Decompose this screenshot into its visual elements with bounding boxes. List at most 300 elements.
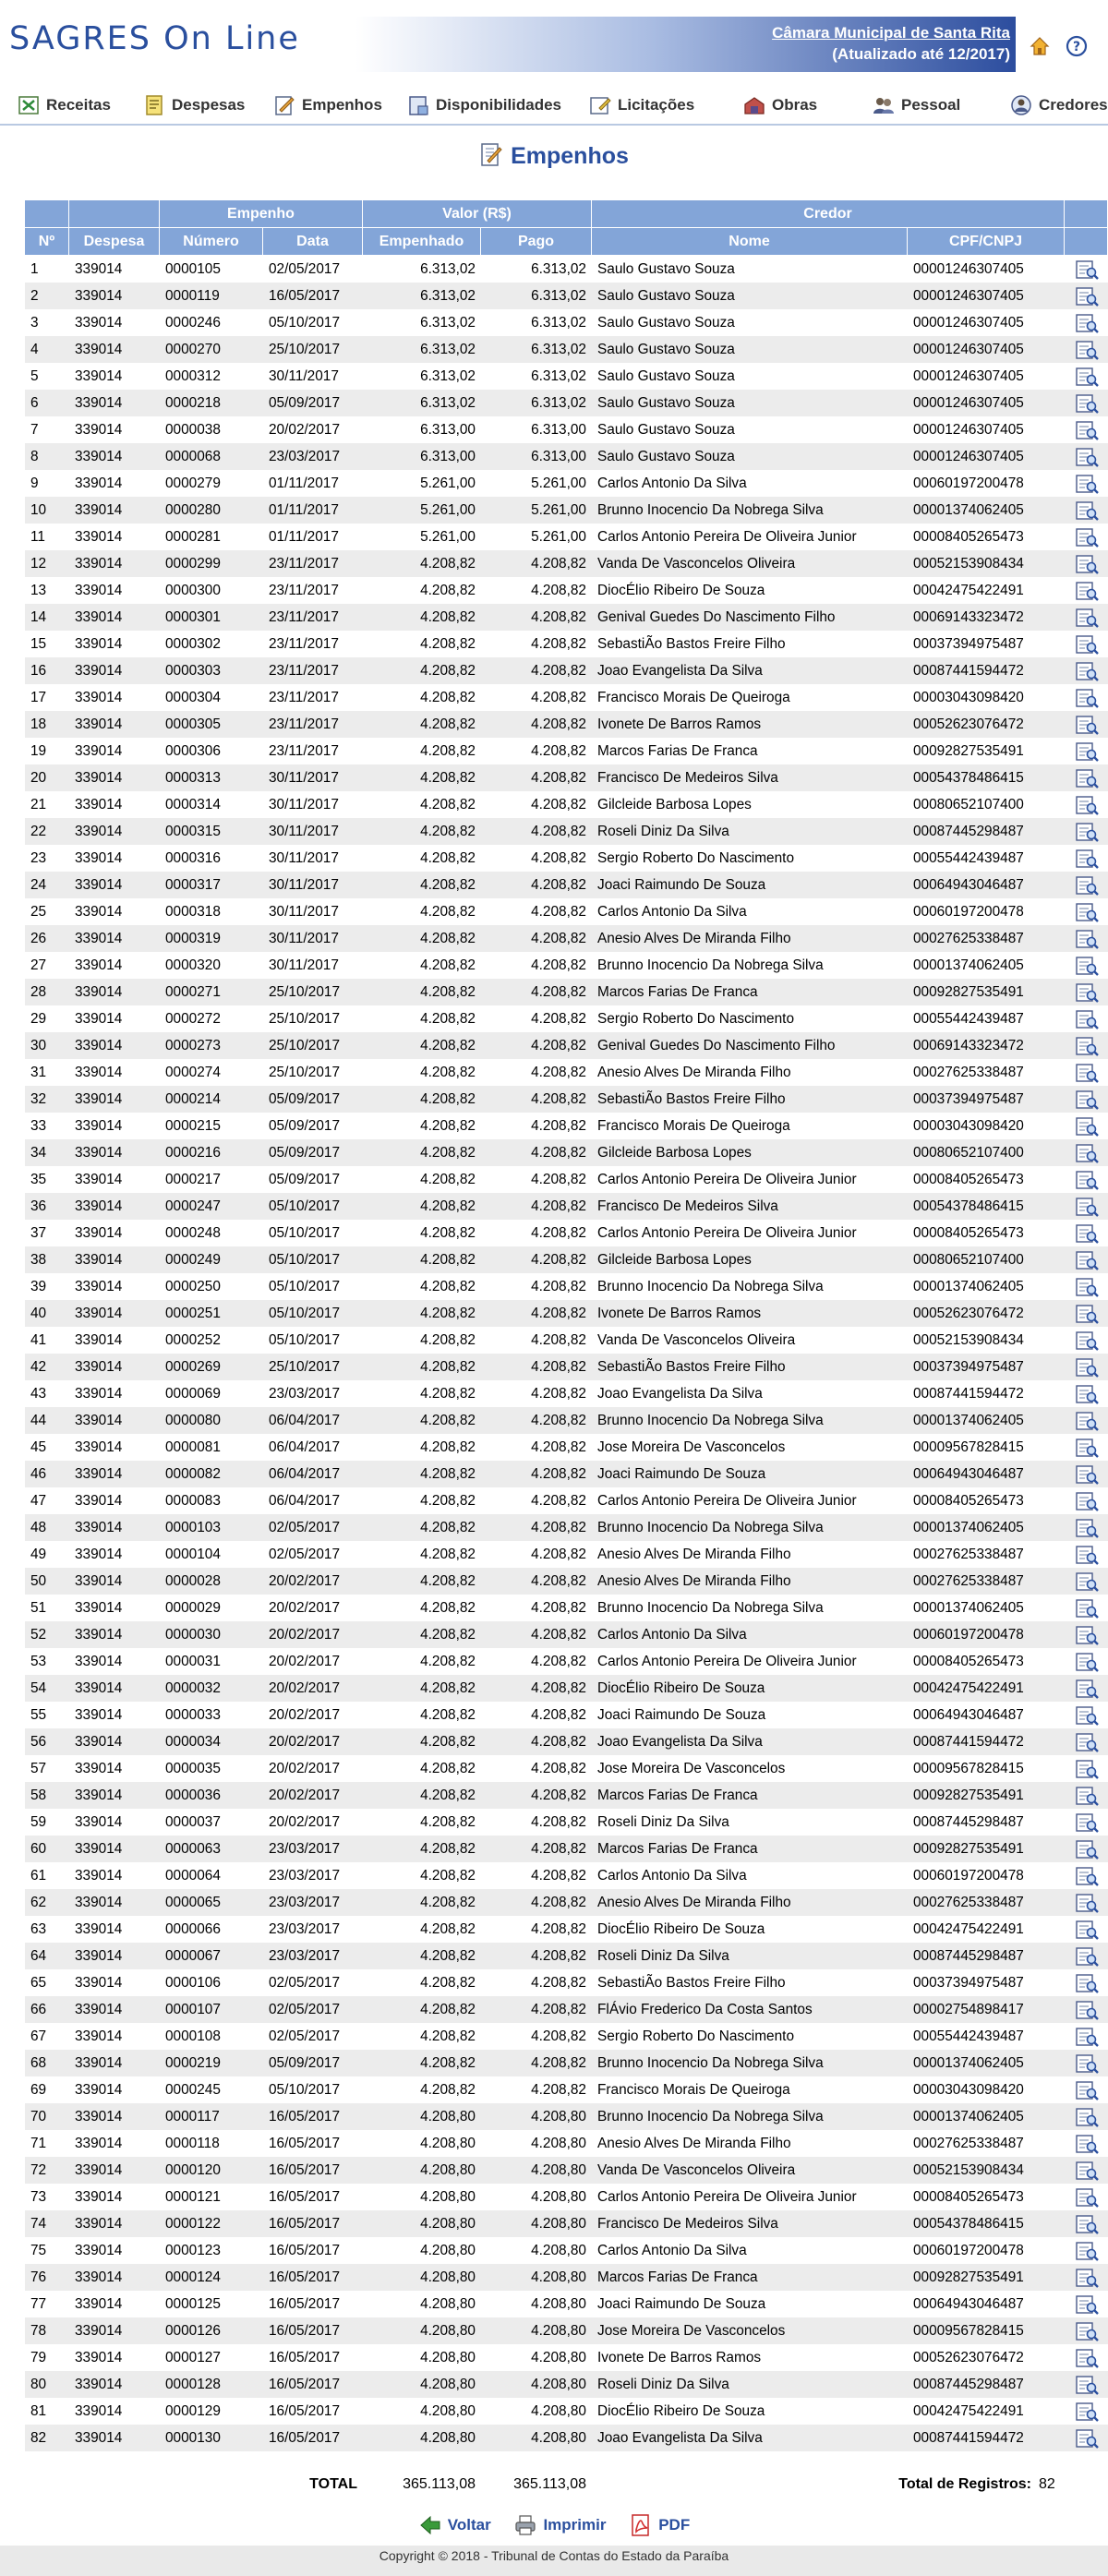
detail-view-icon[interactable] <box>1065 872 1108 898</box>
cell-credor-cpf: 00092827535491 <box>913 1840 1024 1857</box>
detail-view-icon[interactable] <box>1065 1862 1108 1889</box>
column-header-data[interactable]: Data <box>263 228 363 256</box>
menu-receitas[interactable] <box>17 92 111 118</box>
cell-numero: 0000082 <box>165 1465 221 1482</box>
cell-numero: 0000029 <box>165 1599 221 1616</box>
detail-view-icon[interactable] <box>1065 818 1108 845</box>
detail-view-icon[interactable] <box>1065 1595 1108 1621</box>
cell-credor-nome: SebastiÃo Bastos Freire Filho <box>597 635 786 652</box>
detail-view-icon[interactable] <box>1065 1514 1108 1541</box>
cell-credor-cpf: 00003043098420 <box>913 1117 1024 1134</box>
detail-view-icon[interactable] <box>1065 550 1108 577</box>
cell-despesa: 339014 <box>75 608 123 625</box>
cell-valor-empenhado: 4.208,82 <box>420 1867 476 1884</box>
cell-valor-pago: 4.208,82 <box>531 957 586 973</box>
cell-data: 16/05/2017 <box>269 2242 341 2258</box>
cell-data: 02/05/2017 <box>269 2001 341 2017</box>
cell-data: 30/11/2017 <box>269 957 339 973</box>
detail-view-icon[interactable] <box>1065 1782 1108 1809</box>
cell-credor-cpf: 00008405265473 <box>913 1653 1024 1669</box>
menu-credores[interactable] <box>1009 92 1108 118</box>
cell-credor-cpf: 00064943046487 <box>913 1706 1024 1723</box>
table-row <box>25 283 1108 309</box>
detail-view-icon[interactable] <box>1065 631 1108 657</box>
cell-valor-pago: 5.261,00 <box>531 501 586 518</box>
detail-view-icon[interactable] <box>1065 1380 1108 1407</box>
detail-view-icon[interactable] <box>1065 1836 1108 1862</box>
table-row <box>25 2237 1108 2264</box>
total-pago: 365.113,08 <box>513 2476 586 2492</box>
cell-credor-nome: Genival Guedes Do Nascimento Filho <box>597 1037 836 1053</box>
group-header-blank <box>1065 200 1108 228</box>
table-row <box>25 2023 1108 2050</box>
cell-data: 01/11/2017 <box>269 501 339 518</box>
cell-numero: 0000217 <box>165 1171 221 1187</box>
cell-credor-cpf: 00052153908434 <box>913 1331 1024 1348</box>
cell-valor-pago: 4.208,82 <box>531 1626 586 1643</box>
table-row <box>25 524 1108 550</box>
menu-licitacoes[interactable] <box>588 92 694 118</box>
cell-credor-nome: Saulo Gustavo Souza <box>597 394 735 411</box>
cell-row-num: 50 <box>30 1572 47 1589</box>
cell-credor-cpf: 00054378486415 <box>913 1198 1024 1214</box>
cell-numero: 0000031 <box>165 1653 221 1669</box>
cell-data: 30/11/2017 <box>269 876 339 893</box>
cell-valor-pago: 4.208,82 <box>531 1572 586 1589</box>
menu-licitacoes-label: Licitações <box>618 96 695 114</box>
detail-view-icon[interactable] <box>1065 1032 1108 1059</box>
cell-data: 05/10/2017 <box>269 2081 341 2098</box>
column-header-cpf[interactable]: CPF/CNPJ <box>908 228 1065 256</box>
cell-credor-nome: SebastiÃo Bastos Freire Filho <box>597 1974 786 1991</box>
cell-credor-nome: Brunno Inocencio Da Nobrega Silva <box>597 501 824 518</box>
cell-valor-pago: 4.208,80 <box>531 2215 586 2232</box>
cell-despesa: 339014 <box>75 1787 123 1803</box>
detail-view-icon[interactable] <box>1065 443 1108 470</box>
detail-view-icon[interactable] <box>1065 1113 1108 1139</box>
menu-pessoal[interactable] <box>872 92 960 118</box>
detail-view-icon[interactable] <box>1065 1086 1108 1113</box>
table-body <box>25 256 1108 2451</box>
detail-view-icon[interactable] <box>1065 2050 1108 2076</box>
cell-despesa: 339014 <box>75 930 123 946</box>
detail-view-icon[interactable] <box>1065 2317 1108 2344</box>
entity-title[interactable]: Câmara Municipal de Santa Rita <box>772 24 1010 42</box>
cell-data: 20/02/2017 <box>269 1626 341 1643</box>
cell-despesa: 339014 <box>75 2081 123 2098</box>
cell-data: 30/11/2017 <box>269 367 339 384</box>
cell-credor-cpf: 00087445298487 <box>913 823 1024 839</box>
column-header-empenhado[interactable]: Empenhado <box>363 228 481 256</box>
cell-credor-cpf: 00092827535491 <box>913 2269 1024 2285</box>
cell-credor-cpf: 00087445298487 <box>913 1947 1024 1964</box>
cell-data: 23/11/2017 <box>269 635 339 652</box>
cell-credor-cpf: 00009567828415 <box>913 1438 1024 1455</box>
cell-valor-empenhado: 6.313,00 <box>420 448 476 464</box>
cell-despesa: 339014 <box>75 341 123 357</box>
cell-credor-nome: Brunno Inocencio Da Nobrega Silva <box>597 1278 824 1294</box>
detail-view-icon[interactable] <box>1065 1434 1108 1461</box>
cell-valor-pago: 4.208,82 <box>531 2028 586 2044</box>
sagres-logo[interactable]: SAGRES On Line <box>9 20 300 57</box>
cell-valor-pago: 4.208,82 <box>531 1305 586 1321</box>
table-row <box>25 336 1108 363</box>
table-row <box>25 1487 1108 1514</box>
table-row <box>25 2184 1108 2210</box>
cell-credor-nome: Roseli Diniz Da Silva <box>597 2376 729 2392</box>
cell-credor-nome: Vanda De Vasconcelos Oliveira <box>597 2161 796 2178</box>
cell-data: 16/05/2017 <box>269 2349 341 2365</box>
cell-data: 05/10/2017 <box>269 1305 341 1321</box>
svg-text:?: ? <box>1072 40 1081 54</box>
cell-credor-cpf: 00001374062405 <box>913 2054 1024 2071</box>
detail-view-icon[interactable] <box>1065 1354 1108 1380</box>
detail-view-icon[interactable] <box>1065 845 1108 872</box>
detail-view-icon[interactable] <box>1065 1220 1108 1246</box>
cell-row-num: 26 <box>30 930 47 946</box>
cell-row-num: 75 <box>30 2242 47 2258</box>
cell-valor-pago: 4.208,80 <box>531 2429 586 2446</box>
cell-data: 06/04/2017 <box>269 1438 341 1455</box>
table-row <box>25 1889 1108 1916</box>
cell-despesa: 339014 <box>75 2215 123 2232</box>
cell-valor-empenhado: 4.208,80 <box>420 2242 476 2258</box>
help-icon[interactable] <box>1066 35 1088 57</box>
cell-row-num: 79 <box>30 2349 47 2365</box>
cell-credor-cpf: 00008405265473 <box>913 1171 1024 1187</box>
detail-view-icon[interactable] <box>1065 390 1108 416</box>
cell-valor-empenhado: 4.208,82 <box>420 983 476 1000</box>
cell-despesa: 339014 <box>75 1492 123 1509</box>
cell-valor-empenhado: 4.208,82 <box>420 849 476 866</box>
cell-numero: 0000121 <box>165 2188 221 2205</box>
cell-credor-nome: DiocÉlio Ribeiro De Souza <box>597 1920 765 1937</box>
cell-credor-nome: Sergio Roberto Do Nascimento <box>597 849 795 866</box>
detail-view-icon[interactable] <box>1065 470 1108 497</box>
cell-valor-pago: 4.208,82 <box>531 1599 586 1616</box>
detail-view-icon[interactable] <box>1065 1541 1108 1568</box>
detail-view-icon[interactable] <box>1065 2157 1108 2184</box>
cell-row-num: 8 <box>30 448 39 464</box>
detail-view-icon[interactable] <box>1065 898 1108 925</box>
cell-row-num: 42 <box>30 1358 47 1375</box>
detail-view-icon[interactable] <box>1065 1139 1108 1166</box>
detail-view-icon[interactable] <box>1065 2398 1108 2425</box>
detail-view-icon[interactable] <box>1065 1755 1108 1782</box>
cell-despesa: 339014 <box>75 501 123 518</box>
detail-view-icon[interactable] <box>1065 2023 1108 2050</box>
cell-data: 30/11/2017 <box>269 769 339 786</box>
cell-data: 25/10/2017 <box>269 1358 341 1375</box>
header <box>0 0 1108 83</box>
detail-view-icon[interactable] <box>1065 1327 1108 1354</box>
cell-credor-nome: Anesio Alves De Miranda Filho <box>597 1546 791 1562</box>
voltar-button[interactable] <box>418 2513 491 2537</box>
cell-valor-pago: 4.208,82 <box>531 716 586 732</box>
detail-view-icon[interactable] <box>1065 1461 1108 1487</box>
detail-view-icon[interactable] <box>1065 952 1108 979</box>
detail-view-icon[interactable] <box>1065 256 1108 283</box>
detail-view-icon[interactable] <box>1065 309 1108 336</box>
cell-data: 20/02/2017 <box>269 1599 341 1616</box>
cell-data: 05/09/2017 <box>269 1090 341 1107</box>
cell-credor-cpf: 00069143323472 <box>913 608 1024 625</box>
table-row <box>25 1139 1108 1166</box>
cell-despesa: 339014 <box>75 314 123 331</box>
cell-valor-pago: 4.208,82 <box>531 796 586 813</box>
detail-view-icon[interactable] <box>1065 1059 1108 1086</box>
cell-valor-empenhado: 4.208,82 <box>420 1358 476 1375</box>
detail-view-icon[interactable] <box>1065 524 1108 550</box>
cell-valor-empenhado: 4.208,82 <box>420 689 476 705</box>
table-row <box>25 925 1108 952</box>
detail-view-icon[interactable] <box>1065 791 1108 818</box>
group-header-credor: Credor <box>592 200 1065 228</box>
menu-disponibilidades[interactable] <box>406 92 561 118</box>
cell-data: 16/05/2017 <box>269 2402 341 2419</box>
table-row <box>25 684 1108 711</box>
cell-valor-empenhado: 6.313,02 <box>420 394 476 411</box>
cell-despesa: 339014 <box>75 2028 123 2044</box>
detail-view-icon[interactable] <box>1065 1193 1108 1220</box>
column-header-num[interactable]: Nº <box>25 228 69 256</box>
cell-credor-cpf: 00052153908434 <box>913 2161 1024 2178</box>
cell-data: 20/02/2017 <box>269 1760 341 1776</box>
cell-credor-cpf: 00027625338487 <box>913 1894 1024 1910</box>
cell-row-num: 9 <box>30 475 39 491</box>
cell-valor-pago: 4.208,82 <box>531 1653 586 1669</box>
cell-valor-empenhado: 4.208,82 <box>420 1546 476 1562</box>
home-icon[interactable] <box>1029 35 1051 57</box>
cell-valor-pago: 4.208,82 <box>531 903 586 920</box>
detail-view-icon[interactable] <box>1065 1675 1108 1702</box>
cell-data: 06/04/2017 <box>269 1465 341 1482</box>
table-row <box>25 1246 1108 1273</box>
detail-view-icon[interactable] <box>1065 416 1108 443</box>
detail-view-icon[interactable] <box>1065 2344 1108 2371</box>
menu-obras[interactable] <box>742 92 817 118</box>
detail-view-icon[interactable] <box>1065 1246 1108 1273</box>
detail-view-icon[interactable] <box>1065 363 1108 390</box>
cell-numero: 0000118 <box>165 2135 220 2151</box>
cell-despesa: 339014 <box>75 1733 123 1750</box>
menu-despesas[interactable] <box>142 92 245 118</box>
column-header-pago[interactable]: Pago <box>481 228 592 256</box>
cell-data: 01/11/2017 <box>269 475 339 491</box>
detail-view-icon[interactable] <box>1065 2103 1108 2130</box>
cell-credor-cpf: 00037394975487 <box>913 635 1024 652</box>
detail-view-icon[interactable] <box>1065 336 1108 363</box>
table-row <box>25 1461 1108 1487</box>
cell-valor-empenhado: 4.208,80 <box>420 2215 476 2232</box>
cell-valor-pago: 4.208,80 <box>531 2376 586 2392</box>
cell-numero: 0000067 <box>165 1947 221 1964</box>
imprimir-button[interactable] <box>513 2513 606 2537</box>
cell-numero: 0000303 <box>165 662 221 679</box>
detail-view-icon[interactable] <box>1065 1809 1108 1836</box>
cell-row-num: 73 <box>30 2188 47 2205</box>
licitacoes-icon <box>588 93 612 117</box>
cell-row-num: 6 <box>30 394 39 411</box>
detail-view-icon[interactable] <box>1065 2371 1108 2398</box>
detail-view-icon[interactable] <box>1065 1969 1108 1996</box>
cell-credor-cpf: 00054378486415 <box>913 769 1024 786</box>
cell-credor-cpf: 00027625338487 <box>913 1572 1024 1589</box>
detail-view-icon[interactable] <box>1065 1943 1108 1969</box>
cell-credor-nome: Saulo Gustavo Souza <box>597 421 735 438</box>
detail-view-icon[interactable] <box>1065 684 1108 711</box>
cell-data: 20/02/2017 <box>269 1706 341 1723</box>
detail-view-icon[interactable] <box>1065 2425 1108 2451</box>
cell-credor-nome: Carlos Antonio Da Silva <box>597 2242 747 2258</box>
cell-data: 25/10/2017 <box>269 1064 341 1080</box>
cell-despesa: 339014 <box>75 2161 123 2178</box>
table-row <box>25 443 1108 470</box>
cell-valor-pago: 4.208,82 <box>531 2081 586 2098</box>
detail-view-icon[interactable] <box>1065 1702 1108 1728</box>
cell-numero: 0000105 <box>165 260 221 277</box>
detail-view-icon[interactable] <box>1065 577 1108 604</box>
detail-view-icon[interactable] <box>1065 2237 1108 2264</box>
cell-numero: 0000314 <box>165 796 221 813</box>
detail-view-icon[interactable] <box>1065 2184 1108 2210</box>
cell-row-num: 64 <box>30 1947 47 1964</box>
detail-view-icon[interactable] <box>1065 2264 1108 2291</box>
detail-view-icon[interactable] <box>1065 1568 1108 1595</box>
table-row <box>25 1969 1108 1996</box>
cell-valor-empenhado: 4.208,82 <box>420 1331 476 1348</box>
cell-data: 30/11/2017 <box>269 930 339 946</box>
detail-view-icon[interactable] <box>1065 738 1108 764</box>
cell-credor-cpf: 00055442439487 <box>913 2028 1024 2044</box>
table-row <box>25 2050 1108 2076</box>
detail-view-icon[interactable] <box>1065 283 1108 309</box>
detail-view-icon[interactable] <box>1065 2291 1108 2317</box>
cell-despesa: 339014 <box>75 1010 123 1027</box>
cell-valor-pago: 4.208,82 <box>531 1813 586 1830</box>
pdf-button[interactable] <box>629 2513 690 2537</box>
detail-view-icon[interactable] <box>1065 1166 1108 1193</box>
table-row <box>25 2076 1108 2103</box>
detail-view-icon[interactable] <box>1065 657 1108 684</box>
cell-numero: 0000248 <box>165 1224 221 1241</box>
cell-credor-nome: Saulo Gustavo Souza <box>597 314 735 331</box>
cell-valor-empenhado: 4.208,82 <box>420 2001 476 2017</box>
detail-view-icon[interactable] <box>1065 1996 1108 2023</box>
detail-view-icon[interactable] <box>1065 711 1108 738</box>
cell-valor-pago: 4.208,82 <box>531 742 586 759</box>
cell-row-num: 4 <box>30 341 39 357</box>
table-row <box>25 898 1108 925</box>
detail-view-icon[interactable] <box>1065 2076 1108 2103</box>
detail-view-icon[interactable] <box>1065 2210 1108 2237</box>
cell-valor-pago: 4.208,82 <box>531 1679 586 1696</box>
cell-data: 02/05/2017 <box>269 1546 341 1562</box>
detail-view-icon[interactable] <box>1065 1648 1108 1675</box>
detail-view-icon[interactable] <box>1065 764 1108 791</box>
cell-row-num: 60 <box>30 1840 47 1857</box>
detail-view-icon[interactable] <box>1065 925 1108 952</box>
back-arrow-icon <box>418 2513 442 2537</box>
detail-view-icon[interactable] <box>1065 497 1108 524</box>
menu-despesas-label: Despesas <box>172 96 246 114</box>
detail-view-icon[interactable] <box>1065 1487 1108 1514</box>
cell-numero: 0000270 <box>165 341 221 357</box>
cell-despesa: 339014 <box>75 823 123 839</box>
cell-credor-nome: Joao Evangelista Da Silva <box>597 1733 763 1750</box>
cell-despesa: 339014 <box>75 1599 123 1616</box>
detail-view-icon[interactable] <box>1065 1300 1108 1327</box>
detail-view-icon[interactable] <box>1065 604 1108 631</box>
menu-empenhos[interactable] <box>272 92 382 118</box>
cell-valor-empenhado: 4.208,82 <box>420 1733 476 1750</box>
cell-row-num: 38 <box>30 1251 47 1268</box>
cell-credor-nome: Joaci Raimundo De Souza <box>597 1706 766 1723</box>
column-header-numero[interactable]: Número <box>160 228 263 256</box>
detail-view-icon[interactable] <box>1065 1889 1108 1916</box>
cell-credor-cpf: 00052623076472 <box>913 716 1024 732</box>
cell-despesa: 339014 <box>75 1920 123 1937</box>
cell-data: 30/11/2017 <box>269 903 339 920</box>
cell-despesa: 339014 <box>75 1117 123 1134</box>
pdf-label: PDF <box>658 2516 691 2534</box>
cell-valor-pago: 4.208,82 <box>531 1251 586 1268</box>
cell-credor-nome: Jose Moreira De Vasconcelos <box>597 2322 786 2339</box>
detail-view-icon[interactable] <box>1065 1916 1108 1943</box>
cell-numero: 0000301 <box>165 608 221 625</box>
cell-credor-nome: Carlos Antonio Pereira De Oliveira Junior <box>597 1492 857 1509</box>
cell-credor-nome: Saulo Gustavo Souza <box>597 341 735 357</box>
detail-view-icon[interactable] <box>1065 1621 1108 1648</box>
cell-valor-empenhado: 4.208,80 <box>420 2295 476 2312</box>
cell-despesa: 339014 <box>75 528 123 545</box>
detail-view-icon[interactable] <box>1065 979 1108 1005</box>
table-row <box>25 1032 1108 1059</box>
cell-credor-cpf: 00087441594472 <box>913 662 1024 679</box>
cell-valor-empenhado: 4.208,82 <box>420 2054 476 2071</box>
cell-credor-nome: Carlos Antonio Pereira De Oliveira Junior <box>597 1171 857 1187</box>
detail-view-icon[interactable] <box>1065 1273 1108 1300</box>
copyright-footer: Copyright © 2018 - Tribunal de Contas do Estado da Paraíba <box>0 2546 1108 2576</box>
cell-row-num: 47 <box>30 1492 47 1509</box>
cell-credor-nome: Anesio Alves De Miranda Filho <box>597 930 791 946</box>
cell-valor-pago: 4.208,82 <box>531 1438 586 1455</box>
cell-valor-pago: 6.313,02 <box>531 314 586 331</box>
cell-valor-pago: 4.208,82 <box>531 1117 586 1134</box>
detail-view-icon[interactable] <box>1065 1407 1108 1434</box>
cell-credor-cpf: 00054378486415 <box>913 2215 1024 2232</box>
empenhos-title-icon <box>479 140 503 168</box>
detail-view-icon[interactable] <box>1065 2130 1108 2157</box>
cell-data: 02/05/2017 <box>269 1519 341 1535</box>
cell-credor-cpf: 00087441594472 <box>913 2429 1024 2446</box>
detail-view-icon[interactable] <box>1065 1005 1108 1032</box>
cell-row-num: 39 <box>30 1278 47 1294</box>
table-row <box>25 1809 1108 1836</box>
detail-view-icon[interactable] <box>1065 1728 1108 1755</box>
cell-valor-empenhado: 4.208,80 <box>420 2161 476 2178</box>
cell-valor-empenhado: 6.313,02 <box>420 314 476 331</box>
cell-numero: 0000318 <box>165 903 221 920</box>
column-header-despesa[interactable]: Despesa <box>69 228 160 256</box>
cell-credor-nome: Marcos Farias De Franca <box>597 2269 758 2285</box>
table-row <box>25 1113 1108 1139</box>
column-header-nome[interactable]: Nome <box>592 228 908 256</box>
cell-credor-nome: Joao Evangelista Da Silva <box>597 662 763 679</box>
cell-valor-empenhado: 4.208,82 <box>420 1840 476 1857</box>
cell-valor-empenhado: 4.208,82 <box>420 1037 476 1053</box>
cell-valor-empenhado: 4.208,82 <box>420 769 476 786</box>
